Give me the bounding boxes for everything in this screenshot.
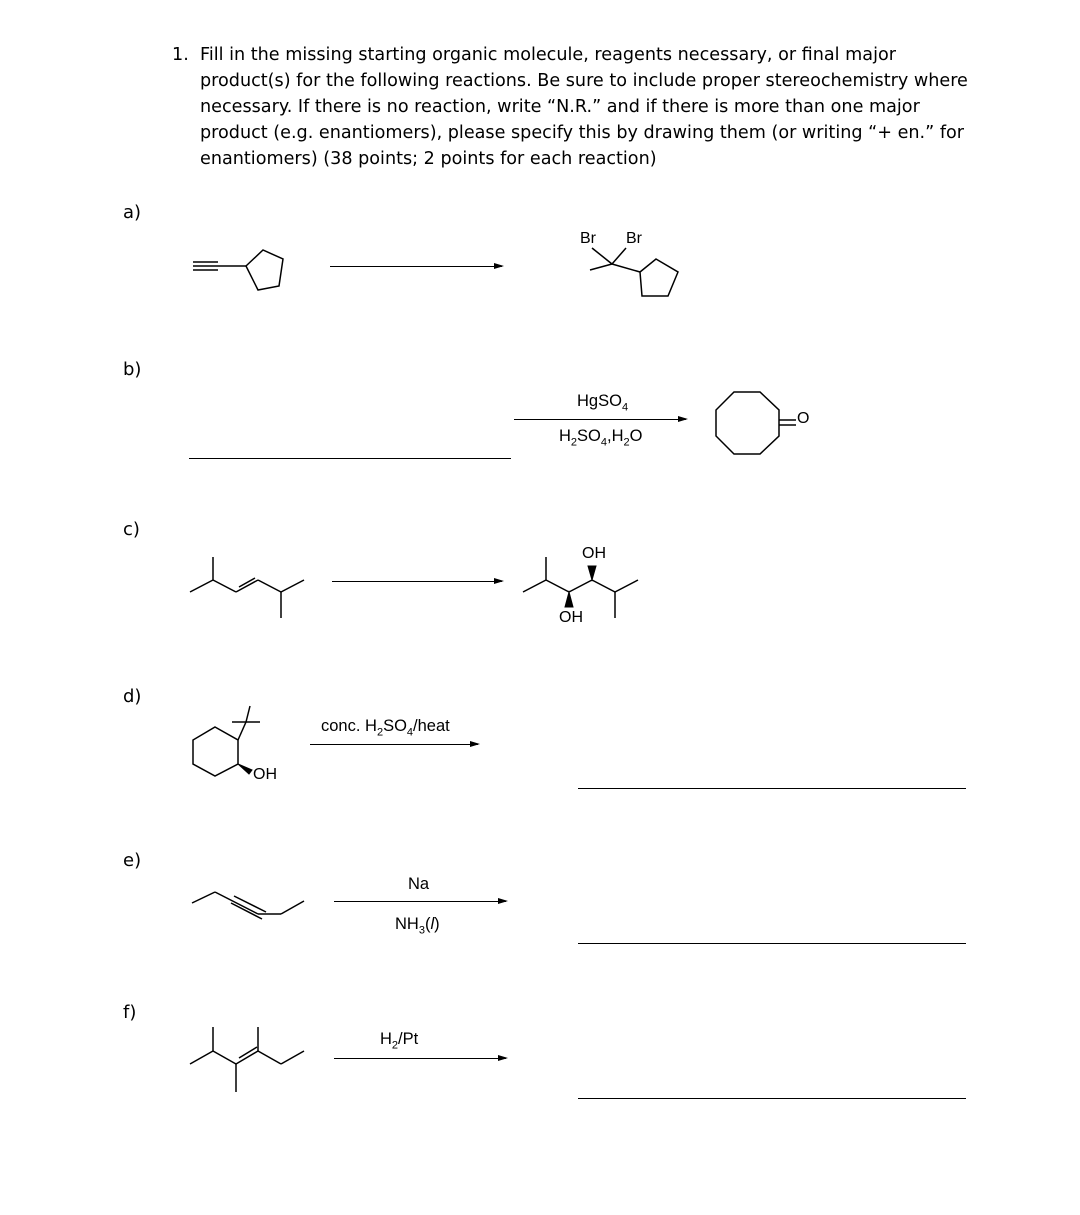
reaction-b-product-oxygen: O bbox=[797, 410, 810, 427]
reaction-a-br-2: Br bbox=[626, 230, 642, 247]
question-text: Fill in the missing starting organic molecule, reagents necessary, or final major product(s) for the following reactions. Be sure to include proper stereochemistry where necessary. If there is no reaction, write “N.R.” and if there is more than one major product (e.g. enantiomers), please specify this by drawing them (or writing “+ en.” for enantiomers) (38 points; 2 points for each reaction) bbox=[200, 45, 968, 169]
label-b: b) bbox=[123, 359, 142, 380]
reaction-c-oh-top: OH bbox=[582, 545, 606, 562]
reaction-c-oh-bottom: OH bbox=[559, 609, 583, 626]
reaction-d-oh: OH bbox=[253, 766, 277, 783]
label-d: d) bbox=[123, 686, 142, 707]
label-c: c) bbox=[123, 519, 140, 540]
reaction-d-reagent: conc. $H_2SO_4$/heat bbox=[321, 717, 450, 739]
label-f: f) bbox=[123, 1002, 137, 1023]
question-number: 1. bbox=[172, 45, 189, 65]
reaction-f-answer-blank bbox=[578, 1098, 966, 1099]
label-e: e) bbox=[123, 850, 142, 871]
reaction-f-reagent: $H_2/Pt$ bbox=[380, 1030, 419, 1052]
reaction-e-reagent-bottom: $NH_3(l)$ bbox=[395, 915, 440, 937]
reaction-e-reagent-top: Na bbox=[408, 875, 430, 893]
reaction-b-reagent-top: HgSO$_4$ bbox=[577, 392, 629, 414]
reaction-f-arrow bbox=[334, 1058, 506, 1059]
reaction-b-reagent-bottom: $H_2SO_4,H_2O$ bbox=[559, 427, 643, 449]
reaction-a-br-1: Br bbox=[580, 230, 596, 247]
label-a: a) bbox=[123, 202, 142, 223]
